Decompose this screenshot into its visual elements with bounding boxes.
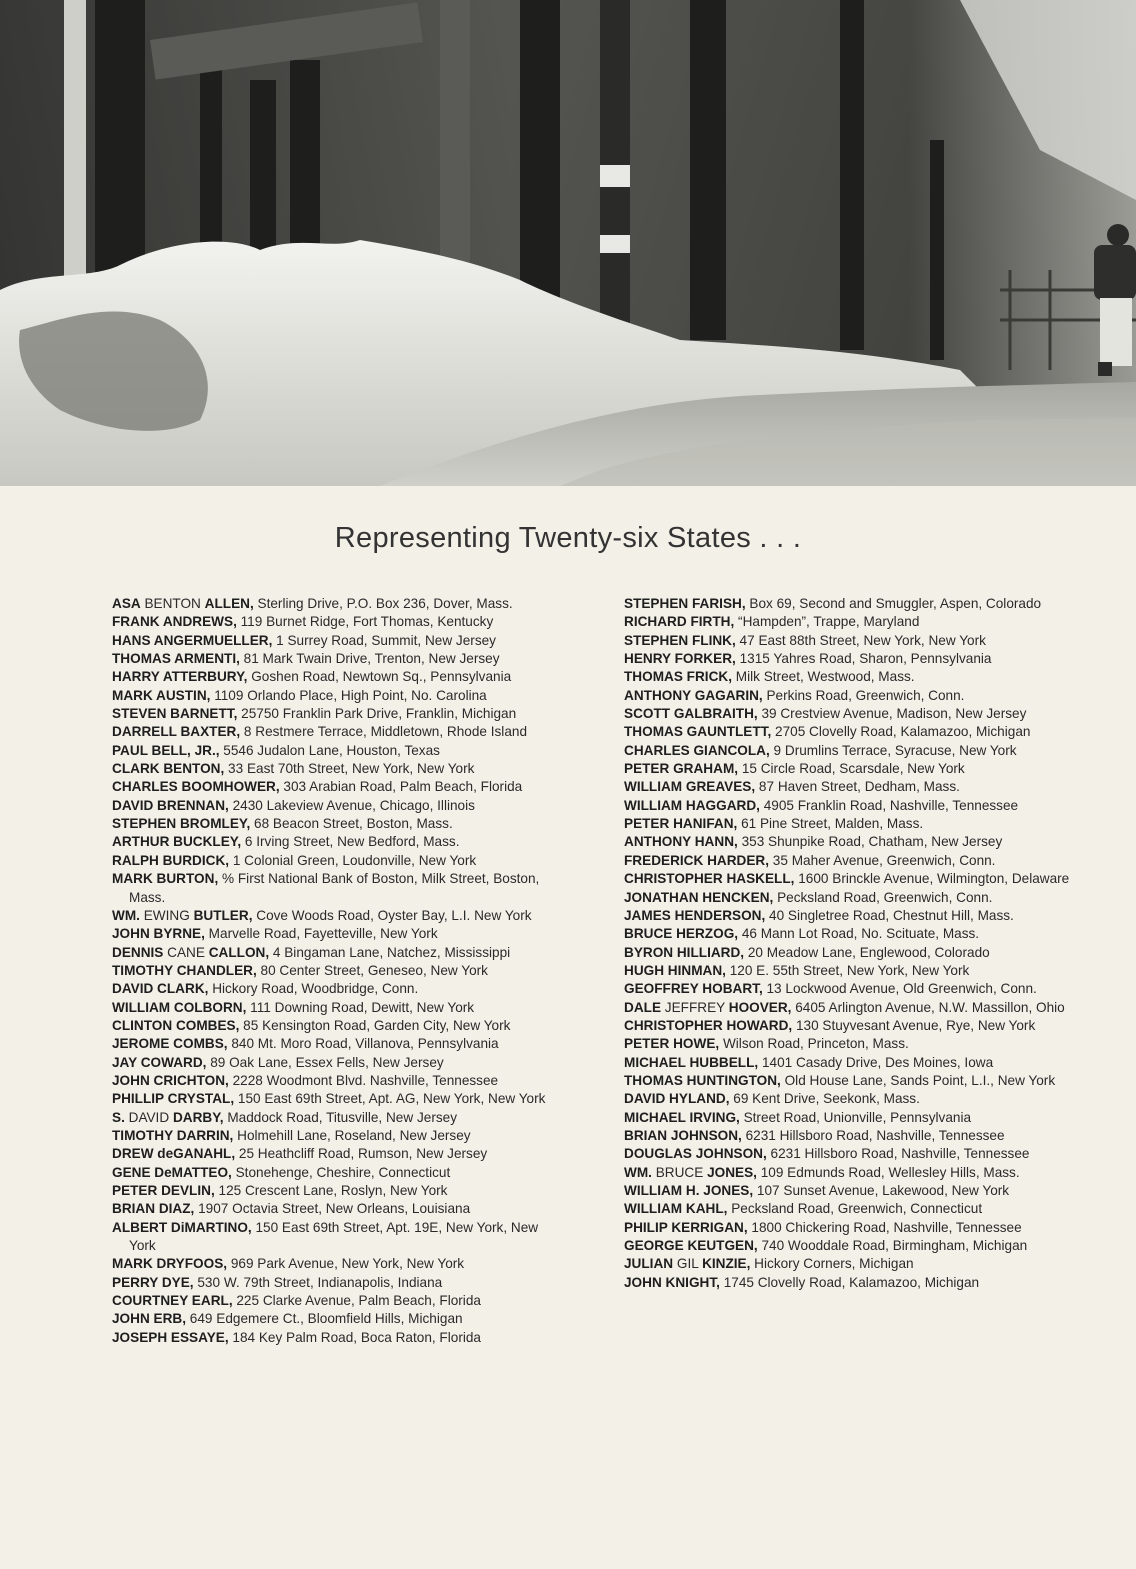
student-name: JULIAN xyxy=(624,1256,674,1272)
student-address: 6 Irving Street, New Bedford, Mass. xyxy=(241,834,460,850)
student-address: 47 East 88th Street, New York, New York xyxy=(735,632,986,648)
roster-entry xyxy=(624,1237,1074,1255)
student-address: 87 Haven Street, Dedham, Mass. xyxy=(755,779,960,795)
student-name: CHRISTOPHER HASKELL, xyxy=(624,871,795,887)
roster-entry xyxy=(624,1054,1074,1072)
student-name: ANTHONY GAGARIN, xyxy=(624,687,763,703)
student-address: 303 Arabian Road, Palm Beach, Florida xyxy=(279,779,523,795)
roster-entry xyxy=(624,1035,1074,1053)
student-name: TIMOTHY DARRIN, xyxy=(112,1127,234,1143)
student-address: 1745 Clovelly Road, Kalamazoo, Michigan xyxy=(719,1274,980,1290)
student-name: JONATHAN HENCKEN, xyxy=(624,889,774,905)
student-name: THOMAS FRICK, xyxy=(624,669,732,685)
student-name: MICHAEL IRVING, xyxy=(624,1109,740,1125)
student-name: CHARLES BOOMHOWER, xyxy=(112,779,280,795)
student-name: WM. xyxy=(624,1164,652,1180)
student-name: DOUGLAS JOHNSON, xyxy=(624,1146,767,1162)
student-address: 109 Edmunds Road, Wellesley Hills, Mass. xyxy=(756,1164,1020,1180)
student-address: 1109 Orlando Place, High Point, No. Carolina xyxy=(210,687,487,703)
student-name: PETER HANIFAN, xyxy=(624,816,738,832)
student-name: GEOFFREY HOBART, xyxy=(624,981,763,997)
student-name: BYRON HILLIARD, xyxy=(624,944,745,960)
student-name: WM. xyxy=(112,907,140,923)
student-name: WILLIAM COLBORN, xyxy=(112,999,247,1015)
snowy-road-photo xyxy=(0,0,1136,486)
student-name: HENRY FORKER, xyxy=(624,651,736,667)
student-name: MARK BURTON, xyxy=(112,871,219,887)
roster-entry xyxy=(112,1072,552,1090)
student-name: HUGH HINMAN, xyxy=(624,962,726,978)
roster-entry xyxy=(112,870,552,907)
roster-entry xyxy=(112,632,552,650)
student-address: 649 Edgemere Ct., Bloomfield Hills, Michigan xyxy=(186,1311,463,1327)
roster-entry xyxy=(624,870,1074,888)
roster-entry xyxy=(112,1017,552,1035)
student-address: 2705 Clovelly Road, Kalamazoo, Michigan xyxy=(771,724,1031,740)
student-address: 80 Center Street, Geneseo, New York xyxy=(256,962,488,978)
student-address: Hickory Road, Woodbridge, Conn. xyxy=(208,981,419,997)
roster-entry xyxy=(624,613,1074,631)
roster-entry xyxy=(112,723,552,741)
student-address: Box 69, Second and Smuggler, Aspen, Colorado xyxy=(745,596,1042,611)
student-address: 46 Mann Lot Road, No. Scituate, Mass. xyxy=(738,926,980,942)
roster-entry xyxy=(112,852,552,870)
student-name: THOMAS HUNTINGTON, xyxy=(624,1072,781,1088)
student-address: Stonehenge, Cheshire, Connecticut xyxy=(231,1164,451,1180)
student-name: PHILLIP CRYSTAL, xyxy=(112,1091,235,1107)
roster-entry xyxy=(624,1072,1074,1090)
roster-entry xyxy=(624,687,1074,705)
roster-entry xyxy=(112,999,552,1017)
student-address: Old House Lane, Sands Point, L.I., New York xyxy=(780,1072,1056,1088)
student-address: 353 Shunpike Road, Chatham, New Jersey xyxy=(737,834,1003,850)
roster-right-column xyxy=(624,595,1074,1292)
roster-entry xyxy=(624,1274,1074,1292)
student-address: Street Road, Unionville, Pennsylvania xyxy=(739,1109,972,1125)
student-name: JOHN KNIGHT, xyxy=(624,1274,720,1290)
roster-entry xyxy=(624,980,1074,998)
student-name: DAVID BRENNAN, xyxy=(112,797,229,813)
student-name: ARTHUR BUCKLEY, xyxy=(112,834,242,850)
student-name: DARRELL BAXTER, xyxy=(112,724,241,740)
roster-entry xyxy=(624,760,1074,778)
student-address: “Hampden”, Trappe, Maryland xyxy=(734,614,920,630)
roster-entry xyxy=(624,944,1074,962)
roster-entry xyxy=(624,797,1074,815)
roster-entry xyxy=(112,962,552,980)
student-address: 119 Burnet Ridge, Fort Thomas, Kentucky xyxy=(236,614,494,630)
student-surname: BUTLER, xyxy=(193,907,253,923)
roster-entry xyxy=(624,907,1074,925)
student-address: 2430 Lakeview Avenue, Chicago, Illinois xyxy=(228,797,475,813)
roster-entry xyxy=(112,742,552,760)
student-name: WILLIAM GREAVES, xyxy=(624,779,756,795)
student-name: CLINTON COMBES, xyxy=(112,1017,240,1033)
student-address: Goshen Road, Newtown Sq., Pennsylvania xyxy=(247,669,512,685)
middle-name: EWING xyxy=(139,907,194,923)
student-address: 85 Kensington Road, Garden City, New York xyxy=(239,1017,511,1033)
student-address: 130 Stuyvesant Avenue, Rye, New York xyxy=(792,1017,1036,1033)
student-name: GEORGE KEUTGEN, xyxy=(624,1238,758,1254)
student-name: JAMES HENDERSON, xyxy=(624,907,766,923)
student-address: 13 Lockwood Avenue, Old Greenwich, Conn. xyxy=(762,981,1037,997)
roster-entry xyxy=(112,907,552,925)
person-figure xyxy=(1094,224,1136,376)
student-name: STEPHEN BROMLEY, xyxy=(112,816,251,832)
student-address: 33 East 70th Street, New York, New York xyxy=(224,761,475,777)
roster-entry xyxy=(112,650,552,668)
student-address: 1600 Brinckle Avenue, Wilmington, Delaware xyxy=(794,871,1070,887)
student-address: Pecksland Road, Greenwich, Connecticut xyxy=(727,1201,983,1217)
student-name: PERRY DYE, xyxy=(112,1274,194,1290)
student-address: 9 Drumlins Terrace, Syracuse, New York xyxy=(769,742,1017,758)
roster-entry xyxy=(112,1200,552,1218)
student-name: DREW deGANAHL, xyxy=(112,1146,236,1162)
student-name: MARK AUSTIN, xyxy=(112,687,211,703)
student-name: JAY COWARD, xyxy=(112,1054,207,1070)
roster-entry xyxy=(624,1255,1074,1273)
student-name: CLARK BENTON, xyxy=(112,761,225,777)
student-name: WILLIAM KAHL, xyxy=(624,1201,728,1217)
student-address: 20 Meadow Lane, Englewood, Colorado xyxy=(744,944,990,960)
student-address: 530 W. 79th Street, Indianapolis, Indiana xyxy=(193,1274,443,1290)
student-address: 740 Wooddale Road, Birmingham, Michigan xyxy=(757,1238,1028,1254)
student-name: ALBERT DiMARTINO, xyxy=(112,1219,252,1235)
roster-entry xyxy=(624,778,1074,796)
roster-entry xyxy=(624,999,1074,1017)
student-address: 6231 Hillsboro Road, Nashville, Tennessee xyxy=(766,1146,1030,1162)
student-name: CHRISTOPHER HOWARD, xyxy=(624,1017,793,1033)
student-name: ASA xyxy=(112,596,141,611)
middle-name: BENTON xyxy=(140,596,205,611)
student-surname: JONES, xyxy=(707,1164,757,1180)
student-address: 2228 Woodmont Blvd. Nashville, Tennessee xyxy=(228,1072,499,1088)
student-name: PETER GRAHAM, xyxy=(624,761,739,777)
student-address: 25 Heathcliff Road, Rumson, New Jersey xyxy=(235,1146,488,1162)
middle-name: BRUCE xyxy=(651,1164,708,1180)
roster-entry xyxy=(112,1127,552,1145)
roster-entry xyxy=(624,1182,1074,1200)
student-address: 125 Crescent Lane, Roslyn, New York xyxy=(214,1183,448,1198)
roster-entry xyxy=(112,944,552,962)
middle-name: DAVID xyxy=(124,1109,173,1125)
student-surname: ALLEN, xyxy=(204,596,254,611)
roster-entry xyxy=(112,595,552,613)
student-address: 4 Bingaman Lane, Natchez, Mississippi xyxy=(269,944,511,960)
student-name: FREDERICK HARDER, xyxy=(624,852,770,868)
student-address: 969 Park Avenue, New York, New York xyxy=(227,1256,465,1272)
student-name: JOHN BYRNE, xyxy=(112,926,205,942)
roster-entry xyxy=(112,797,552,815)
roster-entry xyxy=(624,1145,1074,1163)
student-address: 1315 Yahres Road, Sharon, Pennsylvania xyxy=(735,651,992,667)
roster-entry xyxy=(624,852,1074,870)
roster-entry xyxy=(624,650,1074,668)
roster-entry xyxy=(112,668,552,686)
student-name: DAVID CLARK, xyxy=(112,981,209,997)
student-address: Maddock Road, Titusville, New Jersey xyxy=(223,1109,457,1125)
student-name: DAVID HYLAND, xyxy=(624,1091,730,1107)
student-address: 40 Singletree Road, Chestnut Hill, Mass. xyxy=(765,907,1014,923)
roster-entry xyxy=(624,1109,1074,1127)
student-name: THOMAS ARMENTI, xyxy=(112,651,240,667)
student-name: STEPHEN FARISH, xyxy=(624,596,746,611)
student-name: DALE xyxy=(624,999,662,1015)
roster-entry xyxy=(624,833,1074,851)
roster-entry xyxy=(624,1127,1074,1145)
student-name: FRANK ANDREWS, xyxy=(112,614,237,630)
roster-entry xyxy=(112,705,552,723)
student-address: 69 Kent Drive, Seekonk, Mass. xyxy=(729,1091,920,1107)
student-address: Wilson Road, Princeton, Mass. xyxy=(719,1036,909,1052)
student-address: 8 Restmere Terrace, Middletown, Rhode Island xyxy=(240,724,528,740)
roster-entry xyxy=(112,925,552,943)
student-name: PETER DEVLIN, xyxy=(112,1183,215,1198)
student-name: CHARLES GIANCOLA, xyxy=(624,742,770,758)
student-address: Holmehill Lane, Roseland, New Jersey xyxy=(233,1127,471,1143)
student-address: 6405 Arlington Avenue, N.W. Massillon, Ohio xyxy=(791,999,1065,1015)
roster-entry xyxy=(624,962,1074,980)
student-name: S. xyxy=(112,1109,125,1125)
middle-name: GIL xyxy=(673,1256,703,1272)
student-address: 1800 Chickering Road, Nashville, Tennessee xyxy=(747,1219,1022,1235)
student-name: MARK DRYFOOS, xyxy=(112,1256,228,1272)
student-address: Perkins Road, Greenwich, Conn. xyxy=(762,687,965,703)
roster-entry xyxy=(112,1219,552,1256)
roster-entry xyxy=(112,980,552,998)
student-address: 1 Colonial Green, Loudonville, New York xyxy=(229,852,477,868)
roster-entry xyxy=(112,1255,552,1273)
student-name: TIMOTHY CHANDLER, xyxy=(112,962,257,978)
roster-entry xyxy=(112,1145,552,1163)
student-name: STEVEN BARNETT, xyxy=(112,706,238,722)
student-address: 1401 Casady Drive, Des Moines, Iowa xyxy=(758,1054,994,1070)
student-name: JOSEPH ESSAYE, xyxy=(112,1329,229,1345)
roster-entry xyxy=(112,760,552,778)
student-address: Cove Woods Road, Oyster Bay, L.I. New York xyxy=(252,907,532,923)
student-name: STEPHEN FLINK, xyxy=(624,632,736,648)
student-name: PETER HOWE, xyxy=(624,1036,720,1052)
student-address: 6231 Hillsboro Road, Nashville, Tennessee xyxy=(741,1127,1005,1143)
student-address: 1 Surrey Road, Summit, New Jersey xyxy=(272,632,496,648)
student-address: Milk Street, Westwood, Mass. xyxy=(732,669,915,685)
roster-entry xyxy=(112,1090,552,1108)
roster-entry xyxy=(624,889,1074,907)
roster-entry xyxy=(624,815,1074,833)
roster-entry xyxy=(624,925,1074,943)
page-title: Representing Twenty-six States . . . xyxy=(334,522,802,554)
student-name: JOHN ERB, xyxy=(112,1311,187,1327)
roster-entry xyxy=(112,613,552,631)
student-name: RICHARD FIRTH, xyxy=(624,614,735,630)
student-address: 5546 Judalon Lane, Houston, Texas xyxy=(219,742,440,758)
student-name: HARRY ATTERBURY, xyxy=(112,669,248,685)
student-address: 1907 Octavia Street, New Orleans, Louisiana xyxy=(194,1201,471,1217)
student-address: 225 Clarke Avenue, Palm Beach, Florida xyxy=(232,1293,481,1309)
roster-entry xyxy=(624,1164,1074,1182)
student-address: 4905 Franklin Road, Nashville, Tennessee xyxy=(759,797,1019,813)
roster-left-column xyxy=(112,595,552,1347)
roster-entry xyxy=(624,668,1074,686)
student-address: 61 Pine Street, Malden, Mass. xyxy=(737,816,924,832)
student-name: MICHAEL HUBBELL, xyxy=(624,1054,759,1070)
middle-name: JEFFREY xyxy=(661,999,729,1015)
student-name: BRIAN DIAZ, xyxy=(112,1201,195,1217)
student-name: THOMAS GAUNTLETT, xyxy=(624,724,772,740)
student-address: 111 Downing Road, Dewitt, New York xyxy=(246,999,475,1015)
roster-entry xyxy=(112,1182,552,1200)
roster-entry xyxy=(624,1090,1074,1108)
student-name: ANTHONY HANN, xyxy=(624,834,738,850)
student-address: 81 Mark Twain Drive, Trenton, New Jersey xyxy=(239,651,500,667)
roster-entry xyxy=(624,595,1074,613)
student-name: PAUL BELL, JR., xyxy=(112,742,220,758)
roster-entry xyxy=(112,1292,552,1310)
student-address: 184 Key Palm Road, Boca Raton, Florida xyxy=(228,1329,481,1345)
roster-entry xyxy=(624,1017,1074,1035)
student-name: COURTNEY EARL, xyxy=(112,1293,233,1309)
roster-entry xyxy=(112,1109,552,1127)
roster-entry xyxy=(112,1329,552,1347)
student-address: 35 Maher Avenue, Greenwich, Conn. xyxy=(769,852,996,868)
student-surname: DARBY, xyxy=(172,1109,224,1125)
roster-entry xyxy=(112,778,552,796)
roster-entry xyxy=(624,1219,1074,1237)
roster-entry xyxy=(624,742,1074,760)
student-address: Pecksland Road, Greenwich, Conn. xyxy=(773,889,993,905)
student-address: 39 Crestview Avenue, Madison, New Jersey xyxy=(757,706,1027,722)
student-name: BRIAN JOHNSON, xyxy=(624,1127,742,1143)
roster-entry xyxy=(112,1274,552,1292)
student-name: RALPH BURDICK, xyxy=(112,852,230,868)
student-address: 15 Circle Road, Scarsdale, New York xyxy=(738,761,965,777)
student-name: JOHN CRICHTON, xyxy=(112,1072,229,1088)
student-address: % First National Bank of Boston, Milk Street, Boston, Mass. xyxy=(129,871,540,905)
roster-entry xyxy=(624,632,1074,650)
student-surname: CALLON, xyxy=(208,944,270,960)
roster-entry xyxy=(112,1054,552,1072)
student-name: GENE DeMATTEO, xyxy=(112,1164,232,1180)
student-surname: KINZIE, xyxy=(702,1256,751,1272)
student-surname: HOOVER, xyxy=(728,999,792,1015)
student-name: SCOTT GALBRAITH, xyxy=(624,706,758,722)
student-address: 120 E. 55th Street, New York, New York xyxy=(725,962,970,978)
student-address: 107 Sunset Avenue, Lakewood, New York xyxy=(753,1183,1010,1198)
roster-entry xyxy=(112,833,552,851)
student-name: DENNIS xyxy=(112,944,164,960)
student-address: Hickory Corners, Michigan xyxy=(750,1256,914,1272)
roster-entry xyxy=(624,705,1074,723)
student-address: 25750 Franklin Park Drive, Franklin, Michigan xyxy=(237,706,517,722)
student-address: Marvelle Road, Fayetteville, New York xyxy=(204,926,438,942)
roster-entry xyxy=(112,815,552,833)
middle-name: CANE xyxy=(163,944,209,960)
roster-entry xyxy=(112,1310,552,1328)
roster-entry xyxy=(112,1164,552,1182)
roster-entry xyxy=(112,1035,552,1053)
student-address: 150 East 69th Street, Apt. AG, New York, New York xyxy=(234,1091,546,1107)
student-address: Sterling Drive, P.O. Box 236, Dover, Mass. xyxy=(253,596,513,611)
student-name: BRUCE HERZOG, xyxy=(624,926,739,942)
roster-entry xyxy=(112,687,552,705)
roster-entry xyxy=(624,1200,1074,1218)
student-address: 150 East 69th Street, Apt. 19E, New York, New York xyxy=(129,1219,539,1254)
student-name: WILLIAM H. JONES, xyxy=(624,1183,754,1198)
student-name: JEROME COMBS, xyxy=(112,1036,228,1052)
student-address: 840 Mt. Moro Road, Villanova, Pennsylvania xyxy=(227,1036,499,1052)
student-name: WILLIAM HAGGARD, xyxy=(624,797,760,813)
student-name: PHILIP KERRIGAN, xyxy=(624,1219,748,1235)
roster-entry xyxy=(624,723,1074,741)
student-address: 68 Beacon Street, Boston, Mass. xyxy=(250,816,453,832)
student-address: 89 Oak Lane, Essex Fells, New Jersey xyxy=(206,1054,444,1070)
student-name: HANS ANGERMUELLER, xyxy=(112,632,273,648)
